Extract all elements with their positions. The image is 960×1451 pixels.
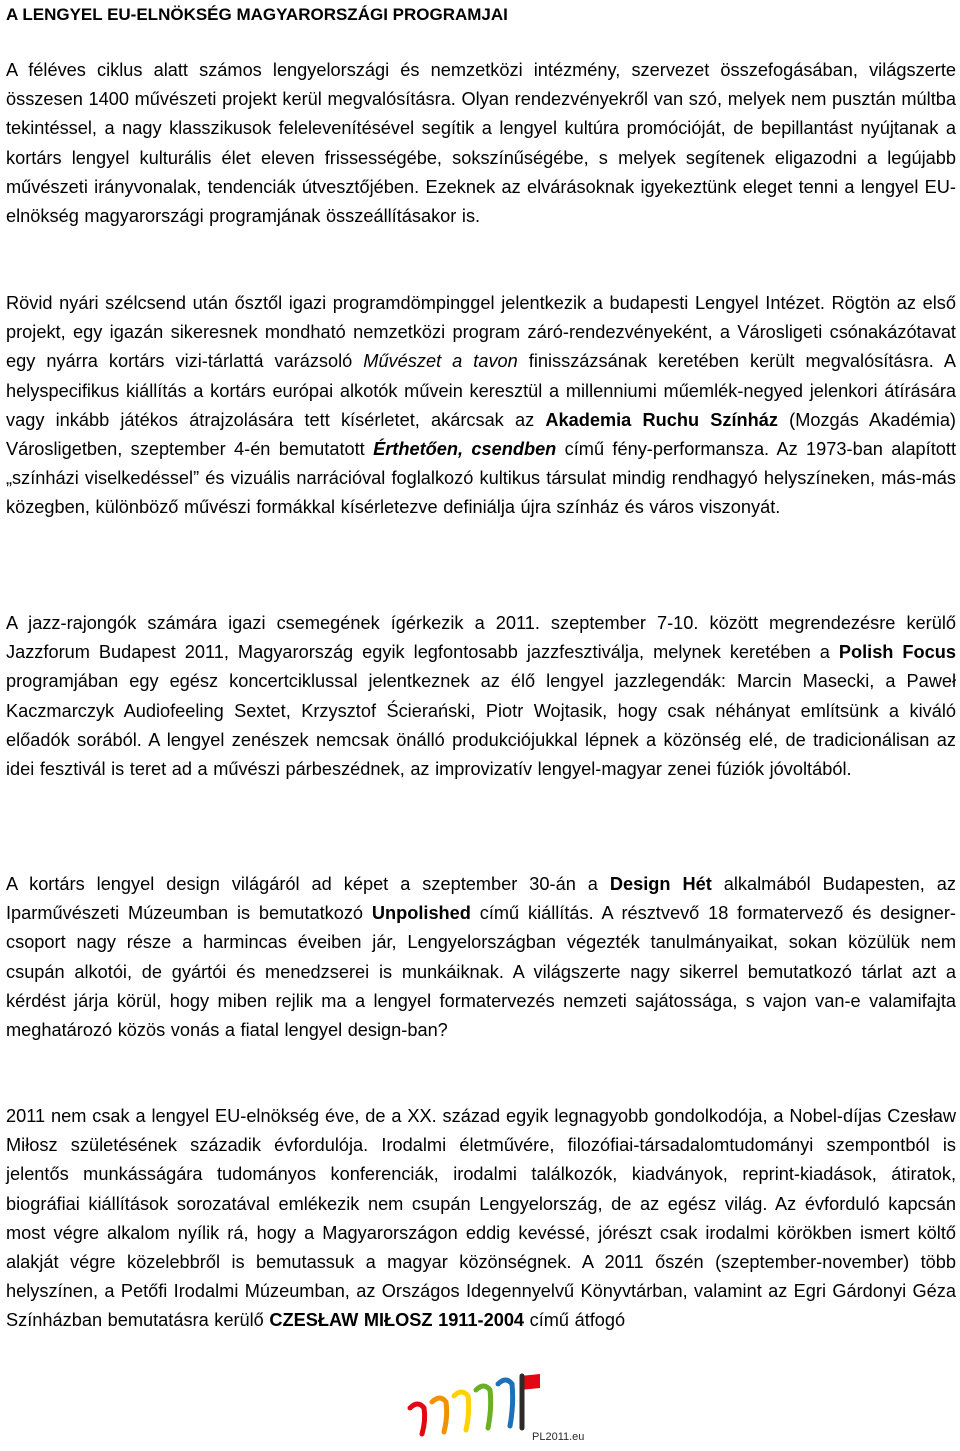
pl2011-logo bbox=[404, 1368, 585, 1446]
body-text: (Mozgás Akadémia) Városligetben, szeptember 4-én bemutatott bbox=[6, 409, 956, 460]
paragraph-jazzforum bbox=[6, 609, 956, 784]
pl2011-logo-graphic bbox=[404, 1368, 585, 1446]
body-text: A jazz-rajongók számára igazi csemegének ígérkezik a 2011. szeptember 7-10. között megrendezésre kerülő Jazzforum Budapest 2011, Magyarország egyik legfontosabb jazzfesztiválja, melynek keretében a bbox=[6, 613, 956, 663]
document-title: A LENGYEL EU-ELNÖKSÉG MAGYARORSZÁGI PROGRAMJAI bbox=[6, 5, 508, 24]
emphasis-text: CZESŁAW MIŁOSZ 1911-2004 bbox=[269, 1310, 525, 1331]
paragraph-lengyel-intezet bbox=[6, 289, 956, 523]
body-text: A kortárs lengyel design világáról ad képet a szeptember 30-án a bbox=[6, 874, 610, 894]
body-text: Rövid nyári szélcsend után ősztől igazi programdömpinggel jelentkezik a budapesti Lengyel Intézet. Rögtön az első projekt, egy igazán sikeresnek mondható nemzetközi program záró-rendezvényeként, a Városligeti csónakázótavat egy nyárra kortárs vizi-tárlattá varázsoló bbox=[6, 293, 956, 372]
paragraph-milosz bbox=[6, 1102, 956, 1336]
emphasis-text: Művészet a tavon bbox=[363, 351, 518, 372]
paragraph-design-het bbox=[6, 870, 956, 1045]
logo-figures bbox=[410, 1374, 540, 1434]
body-text: című fény-performansza. Az 1973-ban alapított „színházi viselkedéssel” és vizuális narrációval foglalkozó kultikus társulat mindig rendhagyó helyszíneken, más-más közegben, különböző művészi formákkal kísérletezve definiálja újra színház és város viszonyát. bbox=[6, 439, 956, 518]
emphasis-text: Design Hét bbox=[609, 874, 712, 894]
body-text: A féléves ciklus alatt számos lengyelországi és nemzetközi intézmény, szervezet összefogásában, világszerte összesen 1400 művészeti projekt kerül megvalósításra. Olyan rendezvényekről van szó, melyek nem pusztán múltba tekintéssel, a nagy klasszikusok felelevenítésével segítik a lengyel kultúra promócióját, de bepillantást nyújtanak a kortárs lengyel kulturális élet eleven frissességébe, sokszínűségébe, s melyek segítenek eligazodni a legújabb művészeti irányvonalak, tendenciák útvesztőjében. Ezeknek az elvárásoknak igyekeztünk eleget tenni a lengyel EU-elnökség magyarországi programjának összeállításakor is. bbox=[6, 60, 956, 227]
body-text: alkalmából Budapesten, az Iparművészeti Múzeumban is bemutatkozó bbox=[6, 874, 957, 924]
emphasis-text: Akademia Ruchu Színház bbox=[545, 409, 778, 430]
body-text: című átfogó bbox=[524, 1310, 626, 1331]
body-text: című kiállítás. A résztvevő 18 formatervező és designer-csoport nagy része a harmincas éveiben jár, Lengyelországban végezték tanulmányaikat, sokan közülük nem csupán alkotói, de gyártói és menedzserei is munkáiknak. A világszerte nagy sikerrel bemutatkozó tárlat azt a kérdést járja körül, hogy miben rejlik ma a lengyel formatervezés nemzeti sajátossága, s vajon van-e valamifajta meghatározó közös vonás a fiatal lengyel design-ban? bbox=[6, 903, 956, 1041]
body-text: 2011 nem csak a lengyel EU-elnökség éve, de a XX. század egyik legnagyobb gondolkodója, a Nobel-díjas Czesław Miłosz születésének századik évfordulója. Irodalmi életművére, filozófiai-társadalomtudományi szempontból is jelentős munkásságára tudományos konferenciák, irodalmi találkozók, kiadványok, reprint-kiadások, átiratok, biográfiai kiállítások sorozatával emlékezik nem csupán Lengyelország, de az egész világ. Az évforduló kapcsán most végre alkalom nyílik rá, hogy a Magyarországon eddig kevéssé, jórészt csak irodalmi körökben ismert költő alakját végre közelebbről is bemutassuk a magyar közönségnek. A 2011 őszén (szeptember-november) több helyszínen, a Petőfi Irodalmi Múzeumban, az Országos Idegennyelvű Könyvtárban, valamint az Egri Gárdonyi Géza Színházban bemutatásra kerülő bbox=[6, 1106, 956, 1331]
logo-text: PL2011.eu bbox=[532, 1431, 585, 1443]
body-text: finisszázsának keretében került megvalósításra. A helyspecifikus kiállítás a kortárs európai alkotók művein keresztül a millenniumi műemlék-negyed jelenkori átírására vagy inkább játékos átrajzolására tett kísérletet, akárcsak az bbox=[6, 351, 956, 430]
body-text: programjában egy egész koncertciklussal jelentkeznek az élő lengyel jazzlegendák: Marcin Masecki, a Paweł Kaczmarczyk Audiofeeling Sextet, Krzysztof Ścierański, Piotr Wojtasik, hogy csak néhányat említsünk a kiváló előadók sorából. A lengyel zenészek nemcsak önálló produkciójukkal lépnek a közönség elé, de tradicionálisan az idei fesztivál is teret ad a művészi párbeszédnek, az improvizatív lengyel-magyar zenei fúziók jóvoltából. bbox=[6, 671, 956, 780]
emphasis-text: Polish Focus bbox=[838, 642, 956, 663]
emphasis-text: Unpolished bbox=[371, 903, 471, 924]
emphasis-text: Érthetően, csendben bbox=[373, 439, 557, 460]
paragraph-intro bbox=[6, 56, 956, 231]
